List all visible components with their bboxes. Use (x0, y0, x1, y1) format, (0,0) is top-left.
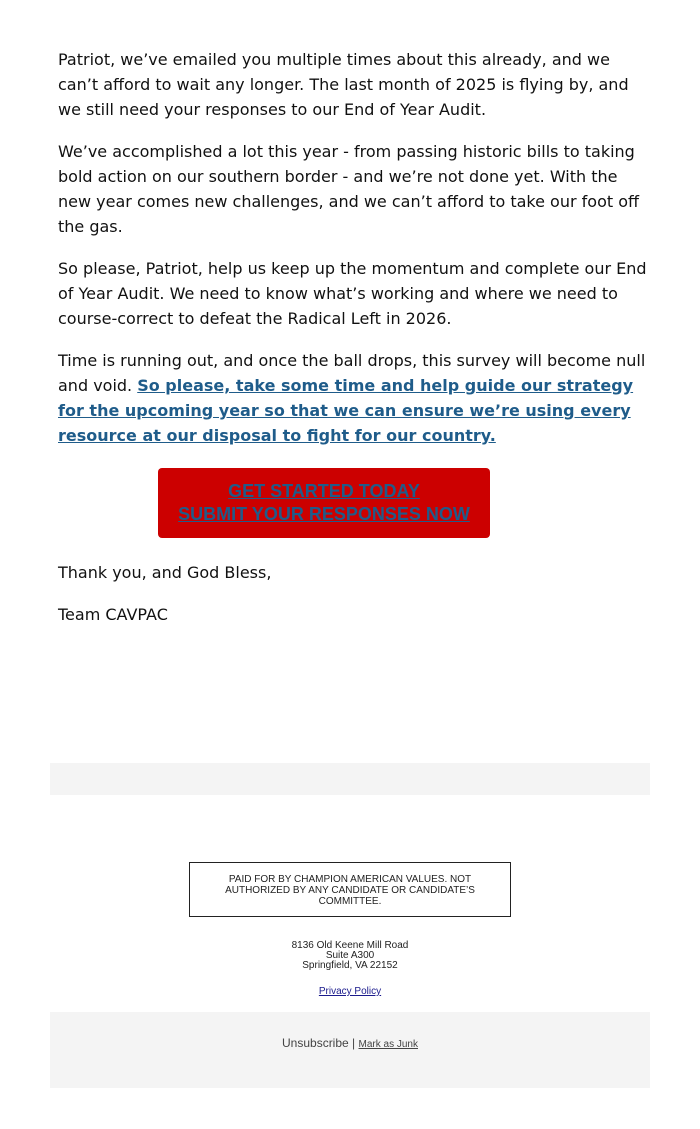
paragraph-momentum: So please, Patriot, help us keep up the momentum and complete our End of Year Audit. We need to know what’s working and where we need to course-correct to defeat the Radical Left in 2026. (58, 259, 647, 328)
footer-links (50, 1012, 650, 1052)
paragraph-deadline (58, 348, 648, 448)
deadline-text: Time is running out, and once the ball drops, this survey will become null and void. (58, 351, 646, 395)
address-line-3: Springfield, VA 22152 (302, 960, 398, 971)
email-body (58, 47, 648, 644)
mailing-address (200, 941, 500, 971)
address-line-2: Suite A300 (325, 950, 375, 961)
signoff: Thank you, and God Bless, (58, 563, 272, 582)
unsubscribe-link[interactable]: Unsubscribe (282, 1036, 349, 1050)
cta-container (58, 468, 648, 538)
paid-for-disclaimer: PAID FOR BY CHAMPION AMERICAN VALUES. NOT AUTHORIZED BY ANY CANDIDATE OR CANDIDATE’S COMMITTEE. (189, 862, 511, 917)
privacy-container (200, 986, 500, 997)
unsubscribe-footer (50, 1012, 650, 1088)
get-started-button[interactable] (158, 468, 490, 538)
signature: Team CAVPAC (58, 605, 168, 624)
divider-bar (50, 763, 650, 795)
privacy-policy-link[interactable]: Privacy Policy (318, 986, 382, 997)
cta-line-1: GET STARTED TODAY (228, 481, 420, 501)
paragraph-intro: Patriot, we’ve emailed you multiple times about this already, and we can’t afford to wait any longer. The last month of 2025 is flying by, and we still need your responses to our End of Year Audit. (58, 50, 629, 119)
mark-as-junk-link[interactable]: Mark as Junk (358, 1039, 418, 1050)
address-line-1: 8136 Old Keene Mill Road (291, 940, 409, 951)
paragraph-accomplishments: We’ve accomplished a lot this year - from passing historic bills to taking bold action on our southern border - and we’re not done yet. With the new year comes new challenges, and we can’t afford to take our foot off the gas. (58, 142, 640, 236)
link-separator: | (352, 1036, 356, 1050)
survey-link[interactable]: So please, take some time and help guide our strategy for the upcoming year so that we can ensure we’re using every resource at our disposal to fight for our country. (58, 376, 634, 445)
cta-line-2: SUBMIT YOUR RESPONSES NOW (178, 504, 470, 524)
